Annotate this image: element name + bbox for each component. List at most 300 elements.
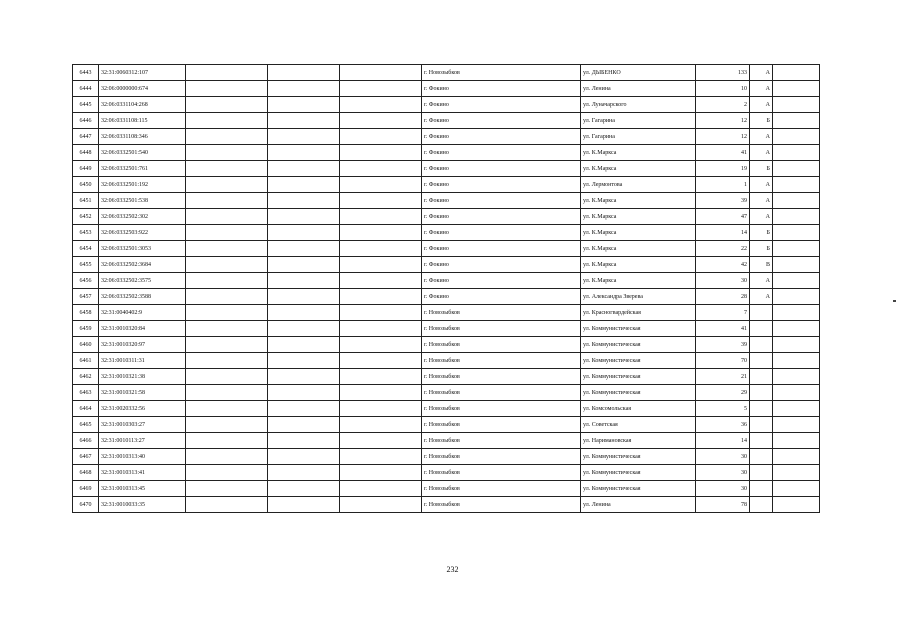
street-cell: ул. К.Маркса xyxy=(581,273,696,289)
cadastral-number-cell: 32:31:0060312:107 xyxy=(99,65,186,81)
table-row xyxy=(73,449,820,465)
letter-cell xyxy=(750,321,773,337)
empty-cell xyxy=(340,465,422,481)
empty-cell xyxy=(773,113,820,129)
empty-cell xyxy=(773,465,820,481)
street-cell: ул. Красногвардейская xyxy=(581,305,696,321)
house-number-cell: 14 xyxy=(696,225,750,241)
empty-cell xyxy=(268,369,340,385)
empty-cell xyxy=(340,161,422,177)
table-row xyxy=(73,97,820,113)
empty-cell xyxy=(340,417,422,433)
locality-cell: г. Фокино xyxy=(422,145,581,161)
empty-cell xyxy=(773,289,820,305)
house-number-cell: 21 xyxy=(696,369,750,385)
row-number-cell: 6463 xyxy=(73,385,99,401)
empty-cell xyxy=(773,225,820,241)
page-number: 232 xyxy=(446,565,459,574)
empty-cell xyxy=(268,257,340,273)
empty-cell xyxy=(773,385,820,401)
row-number-cell: 6452 xyxy=(73,209,99,225)
street-cell: ул. Коммунистическая xyxy=(581,321,696,337)
cadastral-number-cell: 32:06:0332502:3684 xyxy=(99,257,186,273)
empty-cell xyxy=(186,257,268,273)
locality-cell: г. Фокино xyxy=(422,289,581,305)
house-number-cell: 30 xyxy=(696,481,750,497)
table-row xyxy=(73,321,820,337)
empty-cell xyxy=(268,273,340,289)
locality-cell: г. Фокино xyxy=(422,161,581,177)
letter-cell xyxy=(750,353,773,369)
house-number-cell: 133 xyxy=(696,65,750,81)
cadastral-number-cell: 32:06:0332501:540 xyxy=(99,145,186,161)
empty-cell xyxy=(340,449,422,465)
row-number-cell: 6443 xyxy=(73,65,99,81)
empty-cell xyxy=(268,81,340,97)
house-number-cell: 10 xyxy=(696,81,750,97)
empty-cell xyxy=(268,193,340,209)
empty-cell xyxy=(773,145,820,161)
street-cell: ул. К.Маркса xyxy=(581,193,696,209)
house-number-cell: 7 xyxy=(696,305,750,321)
house-number-cell: 36 xyxy=(696,417,750,433)
table-row xyxy=(73,241,820,257)
empty-cell xyxy=(773,433,820,449)
cadastral-number-cell: 32:06:0332501:538 xyxy=(99,193,186,209)
street-cell: ул. К.Маркса xyxy=(581,257,696,273)
cadastral-number-cell: 32:06:0332502:3575 xyxy=(99,273,186,289)
street-cell: ул. К.Маркса xyxy=(581,161,696,177)
cadastral-number-cell: 32:31:0010320:84 xyxy=(99,321,186,337)
locality-cell: г. Новозыбков xyxy=(422,497,581,513)
table-row xyxy=(73,481,820,497)
empty-cell xyxy=(340,385,422,401)
street-cell: ул. Александра Зверева xyxy=(581,289,696,305)
table-row xyxy=(73,305,820,321)
cadastral-number-cell: 32:31:0010313:45 xyxy=(99,481,186,497)
house-number-cell: 41 xyxy=(696,145,750,161)
row-number-cell: 6470 xyxy=(73,497,99,513)
empty-cell xyxy=(773,337,820,353)
letter-cell: А xyxy=(750,193,773,209)
empty-cell xyxy=(186,497,268,513)
register-body xyxy=(73,65,820,513)
street-cell: ул. Луначарского xyxy=(581,97,696,113)
letter-cell xyxy=(750,417,773,433)
empty-cell xyxy=(340,337,422,353)
letter-cell xyxy=(750,449,773,465)
empty-cell xyxy=(268,145,340,161)
empty-cell xyxy=(186,353,268,369)
letter-cell: Б xyxy=(750,241,773,257)
empty-cell xyxy=(340,113,422,129)
letter-cell: В xyxy=(750,257,773,273)
empty-cell xyxy=(268,481,340,497)
house-number-cell: 39 xyxy=(696,193,750,209)
locality-cell: г. Фокино xyxy=(422,225,581,241)
table-row xyxy=(73,385,820,401)
empty-cell xyxy=(268,353,340,369)
empty-cell xyxy=(773,417,820,433)
empty-cell xyxy=(340,129,422,145)
margin-mark xyxy=(893,300,896,302)
empty-cell xyxy=(186,337,268,353)
empty-cell xyxy=(268,385,340,401)
house-number-cell: 47 xyxy=(696,209,750,225)
row-number-cell: 6459 xyxy=(73,321,99,337)
row-number-cell: 6458 xyxy=(73,305,99,321)
row-number-cell: 6444 xyxy=(73,81,99,97)
row-number-cell: 6468 xyxy=(73,465,99,481)
street-cell: ул. Лермонтова xyxy=(581,177,696,193)
house-number-cell: 5 xyxy=(696,401,750,417)
row-number-cell: 6457 xyxy=(73,289,99,305)
row-number-cell: 6455 xyxy=(73,257,99,273)
house-number-cell: 41 xyxy=(696,321,750,337)
cadastral-number-cell: 32:31:0040402:9 xyxy=(99,305,186,321)
empty-cell xyxy=(340,321,422,337)
letter-cell: А xyxy=(750,209,773,225)
empty-cell xyxy=(186,97,268,113)
table-row xyxy=(73,465,820,481)
empty-cell xyxy=(186,81,268,97)
locality-cell: г. Новозыбков xyxy=(422,481,581,497)
letter-cell xyxy=(750,385,773,401)
street-cell: ул. К.Маркса xyxy=(581,209,696,225)
empty-cell xyxy=(773,497,820,513)
empty-cell xyxy=(186,193,268,209)
locality-cell: г. Новозыбков xyxy=(422,353,581,369)
empty-cell xyxy=(773,161,820,177)
empty-cell xyxy=(773,353,820,369)
street-cell: ул. Ленина xyxy=(581,497,696,513)
locality-cell: г. Новозыбков xyxy=(422,321,581,337)
empty-cell xyxy=(186,481,268,497)
cadastral-number-cell: 32:06:0331108:346 xyxy=(99,129,186,145)
street-cell: ул. Гагарина xyxy=(581,129,696,145)
empty-cell xyxy=(773,193,820,209)
table-row xyxy=(73,337,820,353)
empty-cell xyxy=(186,321,268,337)
empty-cell xyxy=(773,97,820,113)
empty-cell xyxy=(340,81,422,97)
empty-cell xyxy=(268,177,340,193)
empty-cell xyxy=(773,81,820,97)
empty-cell xyxy=(773,401,820,417)
empty-cell xyxy=(340,225,422,241)
row-number-cell: 6450 xyxy=(73,177,99,193)
table-row xyxy=(73,497,820,513)
empty-cell xyxy=(268,65,340,81)
street-cell: ул. Коммунистическая xyxy=(581,481,696,497)
street-cell: ул. Ленина xyxy=(581,81,696,97)
empty-cell xyxy=(268,417,340,433)
empty-cell xyxy=(268,209,340,225)
locality-cell: г. Новозыбков xyxy=(422,417,581,433)
empty-cell xyxy=(268,305,340,321)
empty-cell xyxy=(773,321,820,337)
letter-cell: А xyxy=(750,289,773,305)
letter-cell xyxy=(750,337,773,353)
row-number-cell: 6464 xyxy=(73,401,99,417)
cadastral-number-cell: 32:06:0332501:761 xyxy=(99,161,186,177)
house-number-cell: 28 xyxy=(696,289,750,305)
house-number-cell: 30 xyxy=(696,273,750,289)
empty-cell xyxy=(340,177,422,193)
street-cell: ул. К.Маркса xyxy=(581,241,696,257)
empty-cell xyxy=(186,465,268,481)
empty-cell xyxy=(186,305,268,321)
empty-cell xyxy=(268,321,340,337)
table-row xyxy=(73,145,820,161)
empty-cell xyxy=(186,369,268,385)
empty-cell xyxy=(340,97,422,113)
locality-cell: г. Фокино xyxy=(422,97,581,113)
empty-cell xyxy=(340,369,422,385)
street-cell: ул. Коммунистическая xyxy=(581,385,696,401)
empty-cell xyxy=(268,129,340,145)
locality-cell: г. Новозыбков xyxy=(422,433,581,449)
empty-cell xyxy=(340,241,422,257)
empty-cell xyxy=(268,401,340,417)
empty-cell xyxy=(773,209,820,225)
table-row xyxy=(73,225,820,241)
row-number-cell: 6451 xyxy=(73,193,99,209)
empty-cell xyxy=(186,433,268,449)
empty-cell xyxy=(340,65,422,81)
letter-cell xyxy=(750,305,773,321)
empty-cell xyxy=(186,241,268,257)
empty-cell xyxy=(340,497,422,513)
locality-cell: г. Новозыбков xyxy=(422,385,581,401)
empty-cell xyxy=(268,113,340,129)
row-number-cell: 6447 xyxy=(73,129,99,145)
empty-cell xyxy=(268,337,340,353)
locality-cell: г. Фокино xyxy=(422,257,581,273)
empty-cell xyxy=(268,289,340,305)
table-row xyxy=(73,113,820,129)
table-row xyxy=(73,177,820,193)
empty-cell xyxy=(773,273,820,289)
cadastral-number-cell: 32:31:0010303:27 xyxy=(99,417,186,433)
table-row xyxy=(73,193,820,209)
empty-cell xyxy=(340,193,422,209)
street-cell: ул. Коммунистическая xyxy=(581,465,696,481)
row-number-cell: 6469 xyxy=(73,481,99,497)
locality-cell: г. Фокино xyxy=(422,113,581,129)
street-cell: ул. К.Маркса xyxy=(581,225,696,241)
empty-cell xyxy=(186,289,268,305)
cadastral-number-cell: 32:06:0332501:192 xyxy=(99,177,186,193)
empty-cell xyxy=(186,385,268,401)
empty-cell xyxy=(340,289,422,305)
house-number-cell: 42 xyxy=(696,257,750,273)
empty-cell xyxy=(186,273,268,289)
house-number-cell: 12 xyxy=(696,113,750,129)
locality-cell: г. Новозыбков xyxy=(422,65,581,81)
street-cell: ул. Коммунистическая xyxy=(581,369,696,385)
street-cell: ул. Коммунистическая xyxy=(581,449,696,465)
street-cell: ул. Коммунистическая xyxy=(581,353,696,369)
empty-cell xyxy=(186,177,268,193)
street-cell: ул. Советская xyxy=(581,417,696,433)
empty-cell xyxy=(186,449,268,465)
table-row xyxy=(73,353,820,369)
cadastral-number-cell: 32:06:0332502:302 xyxy=(99,209,186,225)
empty-cell xyxy=(773,257,820,273)
empty-cell xyxy=(340,401,422,417)
cadastral-number-cell: 32:06:0332501:3053 xyxy=(99,241,186,257)
empty-cell xyxy=(268,161,340,177)
empty-cell xyxy=(186,113,268,129)
locality-cell: г. Новозыбков xyxy=(422,305,581,321)
cadastral-number-cell: 32:06:0331104:268 xyxy=(99,97,186,113)
empty-cell xyxy=(340,273,422,289)
letter-cell: А xyxy=(750,273,773,289)
empty-cell xyxy=(773,481,820,497)
table-row xyxy=(73,209,820,225)
row-number-cell: 6446 xyxy=(73,113,99,129)
street-cell: ул. Комсомольская xyxy=(581,401,696,417)
locality-cell: г. Фокино xyxy=(422,273,581,289)
row-number-cell: 6449 xyxy=(73,161,99,177)
row-number-cell: 6461 xyxy=(73,353,99,369)
letter-cell xyxy=(750,481,773,497)
locality-cell: г. Фокино xyxy=(422,193,581,209)
empty-cell xyxy=(340,257,422,273)
house-number-cell: 30 xyxy=(696,449,750,465)
row-number-cell: 6448 xyxy=(73,145,99,161)
empty-cell xyxy=(268,241,340,257)
row-number-cell: 6467 xyxy=(73,449,99,465)
table-row xyxy=(73,81,820,97)
row-number-cell: 6454 xyxy=(73,241,99,257)
empty-cell xyxy=(340,305,422,321)
letter-cell: Б xyxy=(750,225,773,241)
house-number-cell: 14 xyxy=(696,433,750,449)
empty-cell xyxy=(340,353,422,369)
street-cell: ул. Гагарина xyxy=(581,113,696,129)
row-number-cell: 6466 xyxy=(73,433,99,449)
table-row xyxy=(73,257,820,273)
empty-cell xyxy=(186,161,268,177)
house-number-cell: 19 xyxy=(696,161,750,177)
letter-cell xyxy=(750,433,773,449)
letter-cell: А xyxy=(750,145,773,161)
empty-cell xyxy=(186,401,268,417)
locality-cell: г. Новозыбков xyxy=(422,465,581,481)
empty-cell xyxy=(268,225,340,241)
house-number-cell: 12 xyxy=(696,129,750,145)
empty-cell xyxy=(773,305,820,321)
empty-cell xyxy=(186,65,268,81)
cadastral-number-cell: 32:31:0020332:56 xyxy=(99,401,186,417)
empty-cell xyxy=(186,129,268,145)
empty-cell xyxy=(773,129,820,145)
locality-cell: г. Новозыбков xyxy=(422,401,581,417)
cadastral-number-cell: 32:31:0010313:41 xyxy=(99,465,186,481)
cadastral-number-cell: 32:31:0010113:27 xyxy=(99,433,186,449)
row-number-cell: 6462 xyxy=(73,369,99,385)
empty-cell xyxy=(268,433,340,449)
locality-cell: г. Фокино xyxy=(422,177,581,193)
empty-cell xyxy=(340,481,422,497)
house-number-cell: 30 xyxy=(696,465,750,481)
table-row xyxy=(73,289,820,305)
house-number-cell: 1 xyxy=(696,177,750,193)
locality-cell: г. Фокино xyxy=(422,81,581,97)
letter-cell: А xyxy=(750,129,773,145)
table-row xyxy=(73,369,820,385)
house-number-cell: 39 xyxy=(696,337,750,353)
house-number-cell: 70 xyxy=(696,353,750,369)
letter-cell: А xyxy=(750,97,773,113)
cadastral-number-cell: 32:06:0000000:674 xyxy=(99,81,186,97)
row-number-cell: 6465 xyxy=(73,417,99,433)
street-cell: ул. Коммунистическая xyxy=(581,337,696,353)
empty-cell xyxy=(268,497,340,513)
locality-cell: г. Фокино xyxy=(422,241,581,257)
empty-cell xyxy=(186,225,268,241)
cadastral-number-cell: 32:31:0010320:97 xyxy=(99,337,186,353)
empty-cell xyxy=(340,145,422,161)
letter-cell xyxy=(750,401,773,417)
cadastral-number-cell: 32:31:0010321:38 xyxy=(99,369,186,385)
table-row xyxy=(73,417,820,433)
letter-cell xyxy=(750,369,773,385)
row-number-cell: 6460 xyxy=(73,337,99,353)
letter-cell: А xyxy=(750,81,773,97)
locality-cell: г. Фокино xyxy=(422,129,581,145)
street-cell: ул. Наримановская xyxy=(581,433,696,449)
cadastral-number-cell: 32:31:0010311:31 xyxy=(99,353,186,369)
empty-cell xyxy=(773,369,820,385)
register-table xyxy=(72,64,820,513)
house-number-cell: 78 xyxy=(696,497,750,513)
row-number-cell: 6445 xyxy=(73,97,99,113)
locality-cell: г. Новозыбков xyxy=(422,449,581,465)
table-row xyxy=(73,433,820,449)
letter-cell xyxy=(750,465,773,481)
row-number-cell: 6456 xyxy=(73,273,99,289)
empty-cell xyxy=(773,177,820,193)
cadastral-number-cell: 32:06:0331108:115 xyxy=(99,113,186,129)
letter-cell: Б xyxy=(750,113,773,129)
row-number-cell: 6453 xyxy=(73,225,99,241)
empty-cell xyxy=(773,241,820,257)
cadastral-number-cell: 32:31:0010313:40 xyxy=(99,449,186,465)
house-number-cell: 29 xyxy=(696,385,750,401)
table-row xyxy=(73,129,820,145)
empty-cell xyxy=(186,145,268,161)
empty-cell xyxy=(268,449,340,465)
table-row xyxy=(73,65,820,81)
letter-cell: А xyxy=(750,177,773,193)
empty-cell xyxy=(186,417,268,433)
empty-cell xyxy=(268,465,340,481)
cadastral-number-cell: 32:06:0332503:922 xyxy=(99,225,186,241)
letter-cell: А xyxy=(750,65,773,81)
table-row xyxy=(73,273,820,289)
empty-cell xyxy=(268,97,340,113)
cadastral-number-cell: 32:06:0332502:3588 xyxy=(99,289,186,305)
street-cell: ул. К.Маркса xyxy=(581,145,696,161)
table-row xyxy=(73,401,820,417)
locality-cell: г. Фокино xyxy=(422,209,581,225)
empty-cell xyxy=(773,65,820,81)
empty-cell xyxy=(773,449,820,465)
empty-cell xyxy=(340,209,422,225)
